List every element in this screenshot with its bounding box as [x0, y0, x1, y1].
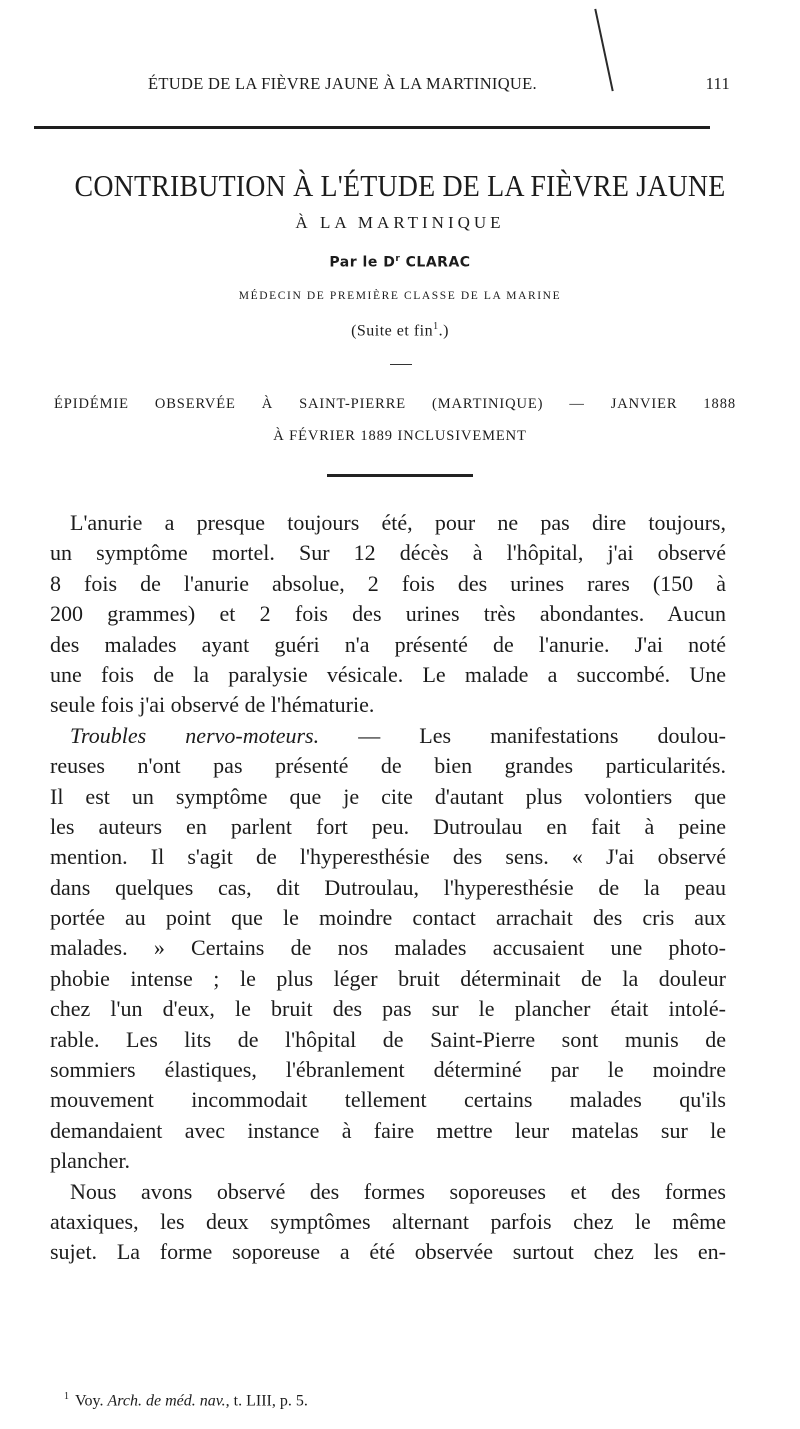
article-subtitle: À LA MARTINIQUE: [295, 213, 505, 232]
continuation-text: (Suite et fin: [351, 322, 434, 340]
author-title-sup: r: [395, 254, 401, 264]
body-line: mention. Il s'agit de l'hyperesthésie des sens. « J'ai observé: [50, 844, 726, 870]
body-line: demandaient avec instance à faire mettre leur matelas sur le: [50, 1117, 726, 1143]
running-head-title: ÉTUDE DE LA FIÈVRE JAUNE À LA MARTINIQUE.: [148, 74, 537, 93]
dash-separator: [390, 364, 412, 365]
body-line: chez l'un d'eux, le bruit des pas sur le plancher était intolé-: [50, 996, 726, 1022]
footnote-text-b: , t. LIII, p. 5.: [225, 1392, 308, 1410]
body-line: malades. » Certains de nos malades accusaient une photo-: [50, 935, 726, 961]
footnote-marker: 1: [433, 321, 439, 332]
epidemic-heading-line-2: À FÉVRIER 1889 INCLUSIVEMENT: [273, 428, 527, 444]
article-title: CONTRIBUTION À L'ÉTUDE DE LA FIÈVRE JAUNE: [74, 168, 726, 203]
author-prefix: Par le D: [329, 254, 396, 271]
body-line: portée au point que le moindre contact arrachait des cris aux: [50, 905, 726, 931]
author-affiliation: MÉDECIN DE PREMIÈRE CLASSE DE LA MARINE: [238, 290, 562, 302]
continuation-close: .): [438, 322, 449, 340]
author-name: CLARAC: [400, 254, 471, 271]
body-text: [50, 508, 726, 1268]
author-line: [0, 254, 800, 271]
body-line: 200 grammes) et 2 fois des urines très abondantes. Aucun: [50, 601, 726, 627]
footnote-journal: Arch. de méd. nav.: [107, 1392, 226, 1410]
body-line: L'anurie a presque toujours été, pour ne pas dire toujours,: [70, 510, 726, 535]
body-line: 8 fois de l'anurie absolue, 2 fois des urines rares (150 à: [50, 570, 726, 596]
body-line: plancher.: [50, 1148, 131, 1174]
section-heading-italic: Troubles nervo-moteurs.: [70, 722, 320, 748]
body-line: Nous avons observé des formes soporeuses et des formes: [70, 1178, 726, 1204]
body-line: sujet. La forme soporeuse a été observée surtout chez les en-: [50, 1239, 726, 1265]
body-line-tail: — Les manifestations doulou-: [319, 722, 726, 748]
continuation-note: [0, 321, 800, 340]
body-line: reuses n'ont pas présenté de bien grandes particularités.: [50, 753, 726, 779]
body-line: phobie intense ; le plus léger bruit déterminait de la douleur: [50, 965, 726, 991]
footnote: [64, 1391, 308, 1410]
body-line: les auteurs en parlent fort peu. Dutroulau en fait à peine: [50, 813, 726, 839]
body-line: une fois de la paralysie vésicale. Le malade a succombé. Une: [50, 661, 726, 687]
body-line: rable. Les lits de l'hôpital de Saint-Pierre sont munis de: [50, 1026, 726, 1052]
body-line: seule fois j'ai observé de l'hématurie.: [50, 692, 375, 718]
body-line: un symptôme mortel. Sur 12 décès à l'hôpital, j'ai observé: [50, 540, 726, 566]
margin-pencil-mark: [594, 9, 613, 92]
body-line: mouvement incommodait tellement certains malades qu'ils: [50, 1087, 726, 1113]
page-number: 111: [705, 74, 730, 93]
section-rule: [327, 474, 473, 477]
body-line: Il est un symptôme que je cite d'autant plus volontiers que: [50, 783, 726, 809]
epidemic-heading-line-1: ÉPIDÉMIE OBSERVÉE À SAINT-PIERRE (MARTINIQUE) — JANVIER 1888: [54, 396, 736, 412]
body-line: ataxiques, les deux symptômes alternant parfois chez le même: [50, 1208, 726, 1234]
body-line: sommiers élastiques, l'ébranlement déterminé par le moindre: [50, 1057, 726, 1083]
footnote-text-a: Voy.: [75, 1392, 108, 1410]
header-rule: [34, 126, 710, 129]
body-line: [50, 721, 726, 751]
body-line: dans quelques cas, dit Dutroulau, l'hyperesthésie de la peau: [50, 874, 726, 900]
body-line: des malades ayant guéri n'a présenté de l'anurie. J'ai noté: [50, 631, 726, 657]
footnote-number: 1: [64, 1391, 69, 1402]
